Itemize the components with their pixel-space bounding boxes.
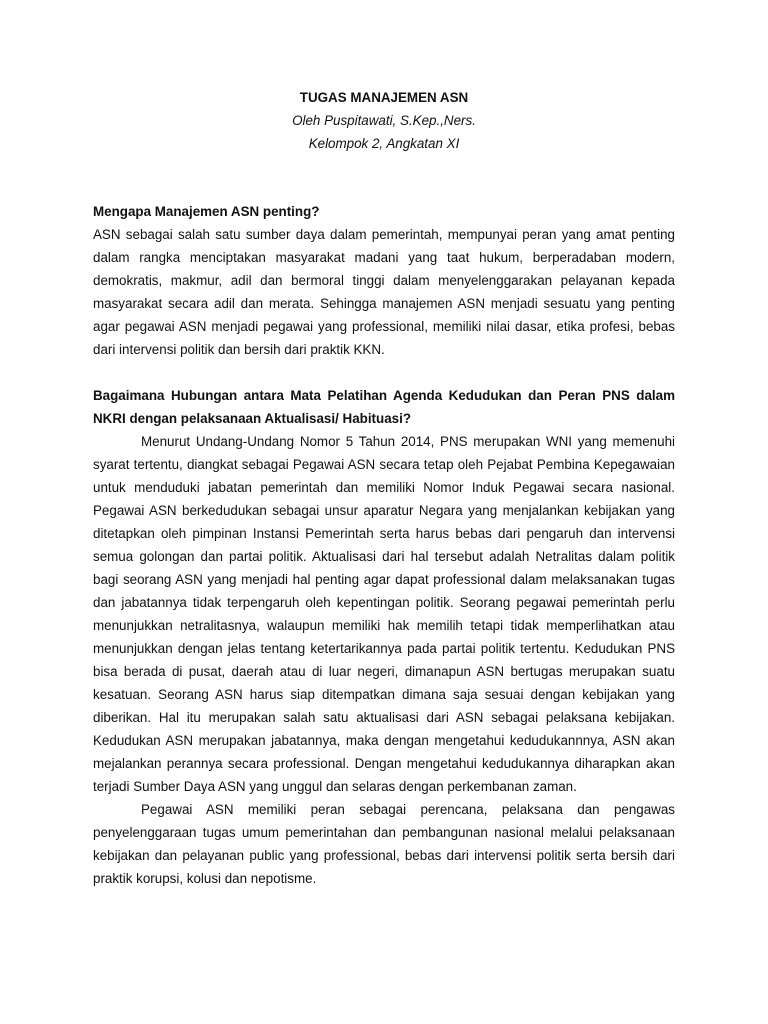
title-block xyxy=(0,86,768,155)
section-heading: Bagaimana Hubungan antara Mata Pelatihan Agenda Kedudukan dan Peran PNS dalam NKRI dengan pelaksanaan Aktualisasi/ Habituasi? xyxy=(93,388,675,426)
section-paragraph: Menurut Undang-Undang Nomor 5 Tahun 2014, PNS merupakan WNI yang memenuhi syarat tertentu, diangkat sebagai Pegawai ASN secara tetap oleh Pejabat Pembina Kepegawaian untuk menduduki jabatan pemerintah dan memiliki Nomor Induk Pegawai secara nasional. Pegawai ASN berkedudukan sebagai unsur aparatur Negara yang menjalankan kebijakan yang ditetapkan oleh pimpinan Instansi Pemerintah serta harus bebas dari pengaruh dan intervensi semua golongan dan partai politik. Aktualisasi dari hal tersebut adalah Netralitas dalam politik bagi seorang ASN yang menjadi hal penting agar dapat professional dalam melaksanakan tugas dan jabatannya tidak terpengaruh oleh kepentingan politik. Seorang pegawai pemerintah perlu menunjukkan netralitasnya, walaupun memiliki hak memilih tetapi tidak memperlihatkan atau menunjukkan dengan jelas tentang ketertarikannya pada partai politik tertentu. Kedudukan PNS bisa berada di pusat, daerah atau di luar negeri, dimanapun ASN bertugas merupakan suatu kesatuan. Seorang ASN harus siap ditempatkan dimana saja sesuai dengan kebijakan yang diberikan. Hal itu merupakan salah satu aktualisasi dari ASN sebagai pelaksana kebijakan. Kedudukan ASN merupakan jabatannya, maka dengan mengetahui kedudukannnya, ASN akan mejalankan perannya secara professional. Dengan mengetahui kedudukannya diharapkan akan terjadi Sumber Daya ASN yang unggul dan selaras dengan perkembanan zaman. xyxy=(93,434,675,794)
document-body xyxy=(93,200,675,890)
section-2 xyxy=(93,384,675,890)
section-divider xyxy=(93,361,675,384)
document-group: Kelompok 2, Angkatan XI xyxy=(308,136,460,151)
section-1 xyxy=(93,200,675,361)
section-paragraph: Pegawai ASN memiliki peran sebagai perencana, pelaksana dan pengawas penyelenggaraan tugas umum pemerintahan dan pembangunan nasional melalui pelaksanaan kebijakan dan pelayanan public yang professional, bebas dari intervensi politik serta bersih dari praktik korupsi, kolusi dan nepotisme. xyxy=(93,802,675,886)
document-author: Oleh Puspitawati, S.Kep.,Ners. xyxy=(292,113,476,128)
section-heading: Mengapa Manajemen ASN penting? xyxy=(93,204,320,219)
document-title: TUGAS MANAJEMEN ASN xyxy=(299,90,469,105)
section-paragraph: ASN sebagai salah satu sumber daya dalam pemerintah, mempunyai peran yang amat penting dalam rangka menciptakan masyarakat madani yang taat hukum, berperadaban modern, demokratis, makmur, adil dan bermoral tinggi dalam menyelenggarakan pelayanan kepada masyarakat secara adil dan merata. Sehingga manajemen ASN menjadi sesuatu yang penting agar pegawai ASN menjadi pegawai yang professional, memiliki nilai dasar, etika profesi, bebas dari intervensi politik dan bersih dari praktik KKN. xyxy=(93,227,675,357)
